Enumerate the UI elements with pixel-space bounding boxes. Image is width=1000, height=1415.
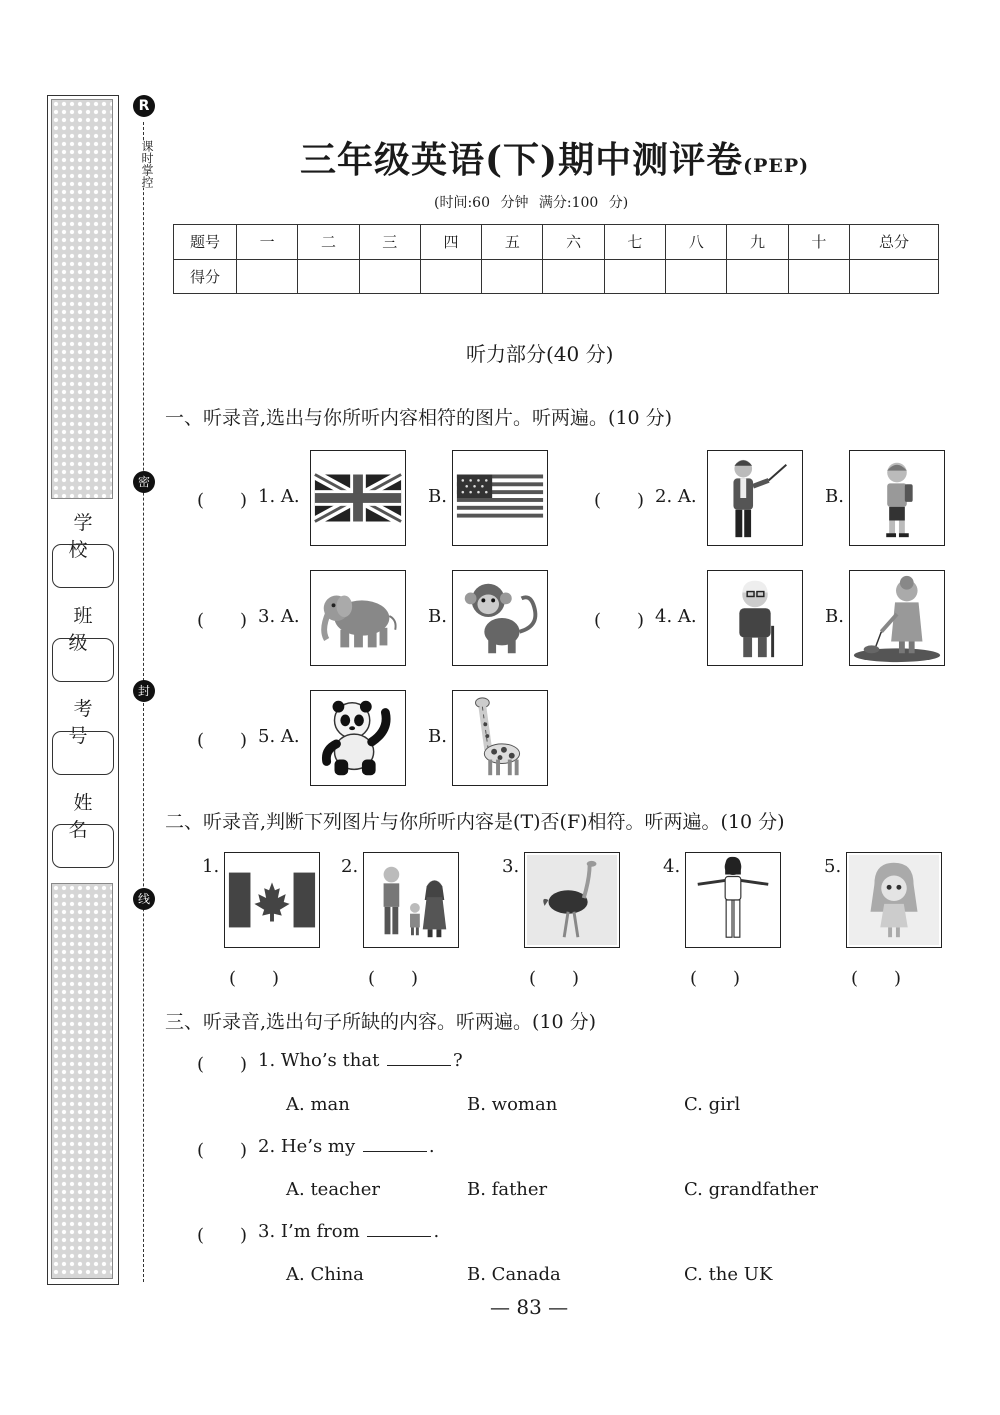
option-c[interactable]: C. girl	[684, 1094, 741, 1115]
q2-label: 2. A.	[655, 486, 697, 507]
field-label-name: 姓 名	[68, 792, 103, 841]
score-header: 总分	[850, 225, 939, 260]
elephant-icon[interactable]	[310, 570, 406, 666]
score-header: 六	[543, 225, 604, 260]
girl-arms-out-icon[interactable]	[685, 852, 781, 948]
answer-bracket[interactable]: ( )	[197, 490, 248, 511]
score-header: 十	[788, 225, 849, 260]
giraffe-icon[interactable]	[452, 690, 548, 786]
answer-bracket[interactable]: ( )	[197, 730, 248, 751]
part3-heading: 三、听录音,选出句子所缺的内容。听两遍。(10 分)	[165, 1011, 597, 1033]
tf-answer-bracket[interactable]: ( )	[851, 968, 902, 989]
score-cell[interactable]	[420, 259, 481, 294]
option-b[interactable]: B. woman	[467, 1094, 558, 1115]
answer-bracket[interactable]: ( )	[594, 490, 645, 511]
part2-heading: 二、听录音,判断下列图片与你所听内容是(T)否(F)相符。听两遍。(10 分)	[165, 811, 785, 833]
seal-xian: 线	[133, 888, 155, 910]
blank[interactable]	[387, 1051, 451, 1066]
option-c[interactable]: C. the UK	[684, 1264, 773, 1285]
q3-label: 3. A.	[258, 606, 300, 627]
score-header: 二	[298, 225, 359, 260]
school-field[interactable]	[52, 544, 114, 588]
score-cell[interactable]	[604, 259, 665, 294]
option-b[interactable]: B. Canada	[467, 1264, 561, 1285]
score-cell[interactable]	[298, 259, 359, 294]
score-cell[interactable]	[359, 259, 420, 294]
score-header: 三	[359, 225, 420, 260]
field-label-class: 班 级	[68, 605, 103, 654]
answer-bracket[interactable]: ( )	[594, 610, 645, 631]
answer-bracket[interactable]: ( )	[197, 610, 248, 631]
q5-label: 5. A.	[258, 726, 300, 747]
grandmother-icon[interactable]	[849, 570, 945, 666]
name-field[interactable]	[52, 824, 114, 868]
page-number: — 83 —	[490, 1295, 569, 1319]
score-row-label: 得分	[174, 259, 237, 294]
p2-num: 5.	[824, 856, 842, 877]
blank[interactable]	[367, 1222, 431, 1237]
option-a[interactable]: A. teacher	[286, 1179, 380, 1200]
schoolboy-icon[interactable]	[849, 450, 945, 546]
usa-flag-icon[interactable]	[452, 450, 548, 546]
cartoon-girl-icon[interactable]	[846, 852, 942, 948]
blank[interactable]	[363, 1137, 427, 1152]
option-b-label: B.	[428, 726, 447, 747]
score-table	[173, 224, 939, 294]
binding-strip	[47, 95, 119, 1285]
family-icon[interactable]	[363, 852, 459, 948]
canada-flag-icon[interactable]	[224, 852, 320, 948]
tf-answer-bracket[interactable]: ( )	[690, 968, 741, 989]
pattern-bottom	[51, 883, 113, 1279]
score-header: 九	[727, 225, 788, 260]
field-label-school: 学 校	[68, 512, 103, 561]
page-title	[300, 132, 809, 183]
option-b-label: B.	[825, 606, 844, 627]
score-header: 五	[482, 225, 543, 260]
seal-mi: 密	[133, 471, 155, 493]
teacher-man-icon[interactable]	[707, 450, 803, 546]
score-cell[interactable]	[543, 259, 604, 294]
title-main: 三年级英语(下)期中测评卷	[300, 139, 744, 181]
option-a[interactable]: A. China	[286, 1264, 364, 1285]
title-suffix: (PEP)	[743, 155, 810, 177]
tf-answer-bracket[interactable]: ( )	[368, 968, 419, 989]
option-b[interactable]: B. father	[467, 1179, 548, 1200]
q4-label: 4. A.	[655, 606, 697, 627]
score-cell[interactable]	[727, 259, 788, 294]
tf-answer-bracket[interactable]: ( )	[529, 968, 580, 989]
seal-feng: 封	[133, 680, 155, 702]
field-label-number: 考 号	[68, 698, 103, 747]
answer-bracket[interactable]: ( )	[197, 1140, 248, 1161]
score-header-row	[174, 225, 939, 260]
grandfather-icon[interactable]	[707, 570, 803, 666]
p2-num: 1.	[202, 856, 220, 877]
answer-bracket[interactable]: ( )	[197, 1054, 248, 1075]
answer-bracket[interactable]: ( )	[197, 1225, 248, 1246]
score-header: 七	[604, 225, 665, 260]
p2-num: 2.	[341, 856, 359, 877]
option-c[interactable]: C. grandfather	[684, 1179, 819, 1200]
option-a[interactable]: A. man	[286, 1094, 350, 1115]
score-cell[interactable]	[788, 259, 849, 294]
exam-number-field[interactable]	[52, 731, 114, 775]
pattern-top	[51, 99, 113, 499]
brand-vertical: 课时掌控	[134, 140, 154, 188]
score-cell[interactable]	[482, 259, 543, 294]
question-3: 3. I’m from .	[258, 1221, 440, 1242]
question-2: 2. He’s my .	[258, 1136, 435, 1157]
section-title: 听力部分(40 分)	[466, 342, 614, 366]
registered-mark-icon: R	[133, 95, 155, 117]
seal-dashed-line	[143, 122, 144, 1282]
option-b-label: B.	[428, 486, 447, 507]
panda-icon[interactable]	[310, 690, 406, 786]
question-1: 1. Who’s that ?	[258, 1050, 463, 1071]
score-header: 一	[237, 225, 298, 260]
p2-num: 3.	[502, 856, 520, 877]
score-value-row	[174, 259, 939, 294]
score-cell[interactable]	[237, 259, 298, 294]
score-cell[interactable]	[850, 259, 939, 294]
score-cell[interactable]	[666, 259, 727, 294]
score-header: 四	[420, 225, 481, 260]
score-header: 题号	[174, 225, 237, 260]
class-field[interactable]	[52, 638, 114, 682]
option-b-label: B.	[825, 486, 844, 507]
option-b-label: B.	[428, 606, 447, 627]
tf-answer-bracket[interactable]: ( )	[229, 968, 280, 989]
p2-num: 4.	[663, 856, 681, 877]
exam-info: (时间:60 分钟 满分:100 分)	[434, 195, 629, 211]
q1-label: 1. A.	[258, 486, 300, 507]
monkey-icon[interactable]	[452, 570, 548, 666]
score-header: 八	[666, 225, 727, 260]
uk-flag-icon[interactable]	[310, 450, 406, 546]
part1-heading: 一、听录音,选出与你所听内容相符的图片。听两遍。(10 分)	[165, 407, 673, 429]
ostrich-icon[interactable]	[524, 852, 620, 948]
